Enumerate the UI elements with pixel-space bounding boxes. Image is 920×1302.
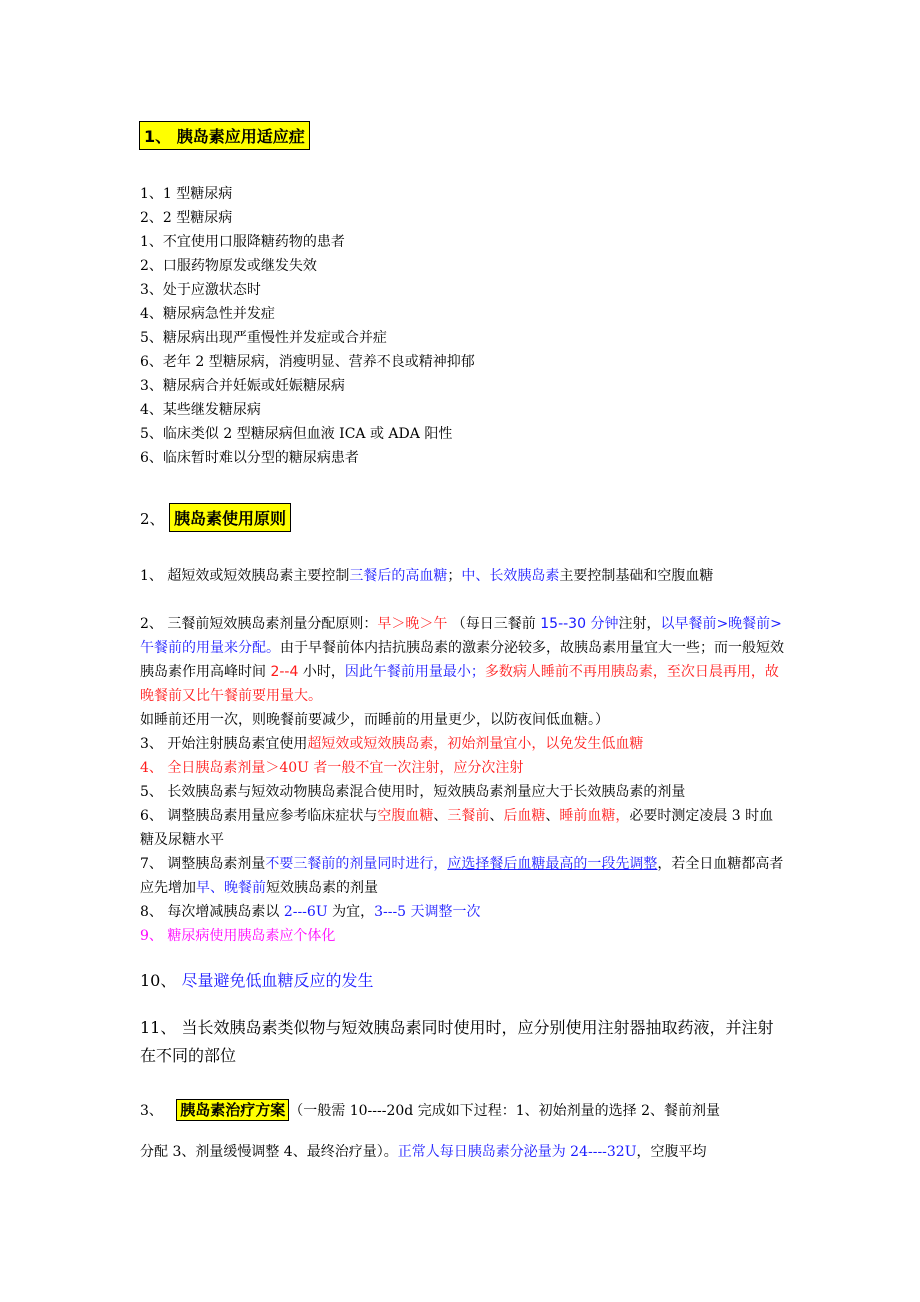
list-item: 5、糖尿病出现严重慢性并发症或合并症 [140,330,387,346]
section3-line1 [140,1096,786,1125]
principle-6 [140,804,786,852]
principle-1 [140,564,786,588]
principle-highlight: 超短效或短效胰岛素，初始剂量宜小，以免发生低血糖 [307,736,644,752]
section3-text: 分配 3、剂量缓慢调整 4、最终治疗量）。 [140,1144,398,1160]
list-item: 5、临床类似 2 型糖尿病但血液 ICA 或 ADA 阳性 [140,426,453,442]
principle-9: 9、 糖尿病使用胰岛素应个体化 [140,928,336,944]
section3-line2 [140,1140,786,1164]
list-item: 3、处于应激状态时 [140,282,261,298]
principle-highlight: 应选择餐后血糖最高的一段先调整 [447,856,658,872]
principle-highlight: 3---5 天调整一次 [374,904,481,920]
principle-highlight: 睡前血糖， [559,808,630,824]
list-item: 3、糖尿病合并妊娠或妊娠糖尿病 [140,378,345,394]
principle-text: 、 [489,808,504,824]
principle-10 [140,967,786,995]
principle-4: 4、 全日胰岛素剂量＞40U 者一般不宜一次注射，应分次注射 [140,760,524,776]
list-item: 6、临床暂时难以分型的糖尿病患者 [140,450,359,466]
section2-heading: 胰岛素使用原则 [169,503,291,532]
principle-highlight: 2---6U [283,904,328,920]
principle-text: 必要时测定凌晨 3 时血糖及尿糖水平 [140,808,774,848]
principle-text: 2、 三餐前短效胰岛素剂量分配原则： [140,616,378,632]
principle-text: ； [447,568,462,584]
principle-text: 为宜， [327,904,375,920]
list-item: 4、糖尿病急性并发症 [140,306,275,322]
principle-text: 8、 每次增减胰岛素以 [140,904,284,920]
section3-highlight: 正常人每日胰岛素分泌量为 24----32U [397,1144,637,1160]
principle-highlight: 15--30 分钟 [540,616,619,632]
principle-highlight: 三餐后的高血糖 [349,568,448,584]
list-item: 2、口服药物原发或继发失效 [140,258,317,274]
section3-number: 3、 [140,1103,163,1119]
principle-text: 10、 [140,971,182,990]
principle-11: 11、 当长效胰岛素类似物与短效胰岛素同时使用时，应分别使用注射器抽取药液，并注射在不同的部位 [140,1018,774,1065]
principle-highlight: 空腹血糖 [377,808,434,824]
principle-highlight: 早＞晚＞午 [377,616,448,632]
principle-text: 由于早餐前体内拮抗胰岛素的激素分泌较多，故胰岛素用量宜大一些；而一般短效胰岛素作用高峰时间 [140,640,784,680]
principle-text: 短效胰岛素的剂量 [266,880,378,896]
principle-text: 小时， [298,664,345,680]
list-item: 4、某些继发糖尿病 [140,402,261,418]
principle-text: 1、 超短效或短效胰岛素主要控制 [140,568,350,584]
section3-text: （一般需 10----20d 完成如下过程：1、初始剂量的选择 2、餐前剂量 [289,1103,720,1119]
principle-text: ，若全日血糖都高者应先增加 [140,856,784,896]
section2-number: 2、 [140,510,165,528]
principle-text: 注射， [618,616,661,632]
principle-highlight: 以早餐前>晚餐前>午餐前的用量来分配。 [140,616,782,656]
principle-highlight: 2--4 [270,664,299,680]
list-item: 1、1 型糖尿病 [140,186,233,202]
list-item: 2、2 型糖尿病 [140,210,233,226]
section3-heading: 胰岛素治疗方案 [176,1099,289,1121]
section1-heading: 1、 胰岛素应用适应症 [139,121,310,150]
principle-highlight: 不要三餐前的剂量同时进行， [265,856,448,872]
principle-text: （每日三餐前 [447,616,541,632]
principle-text: 主要控制基础和空腹血糖 [559,568,714,584]
principle-text: 7、 调整胰岛素剂量 [140,856,266,872]
principle-text: 3、 开始注射胰岛素宜使用 [140,736,308,752]
principle-8 [140,900,786,924]
principle-highlight: 多数病人睡前不再用胰岛素，至次日晨再用，故晚餐前又比午餐前要用量大。 [140,664,779,704]
principle-text: 6、 调整胰岛素用量应参考临床症状与 [140,808,378,824]
principle-7 [140,852,786,900]
principle-highlight: 三餐前 [447,808,490,824]
section3-text: ，空腹平均 [636,1144,707,1160]
principle-highlight: 早、晚餐前 [196,880,266,896]
list-item: 6、老年 2 型糖尿病，消瘦明显、营养不良或精神抑郁 [140,354,475,370]
principle-highlight: 后血糖 [503,808,546,824]
principle-text: 如睡前还用一次，则晚餐前要减少，而睡前的用量更少，以防夜间低血糖。） [140,712,609,728]
list-item: 1、不宜使用口服降糖药物的患者 [140,234,345,250]
principle-highlight: 尽量避免低血糖反应的发生 [181,971,374,990]
principle-text: 、 [545,808,560,824]
principle-text: 、 [433,808,448,824]
principle-2 [140,612,786,732]
principle-highlight: 因此午餐前用量最小； [344,664,485,680]
principle-3 [140,732,786,756]
principle-highlight: 中、长效胰岛素 [461,568,560,584]
principle-5: 5、 长效胰岛素与短效动物胰岛素混合使用时，短效胰岛素剂量应大于长效胰岛素的剂量 [140,784,686,800]
